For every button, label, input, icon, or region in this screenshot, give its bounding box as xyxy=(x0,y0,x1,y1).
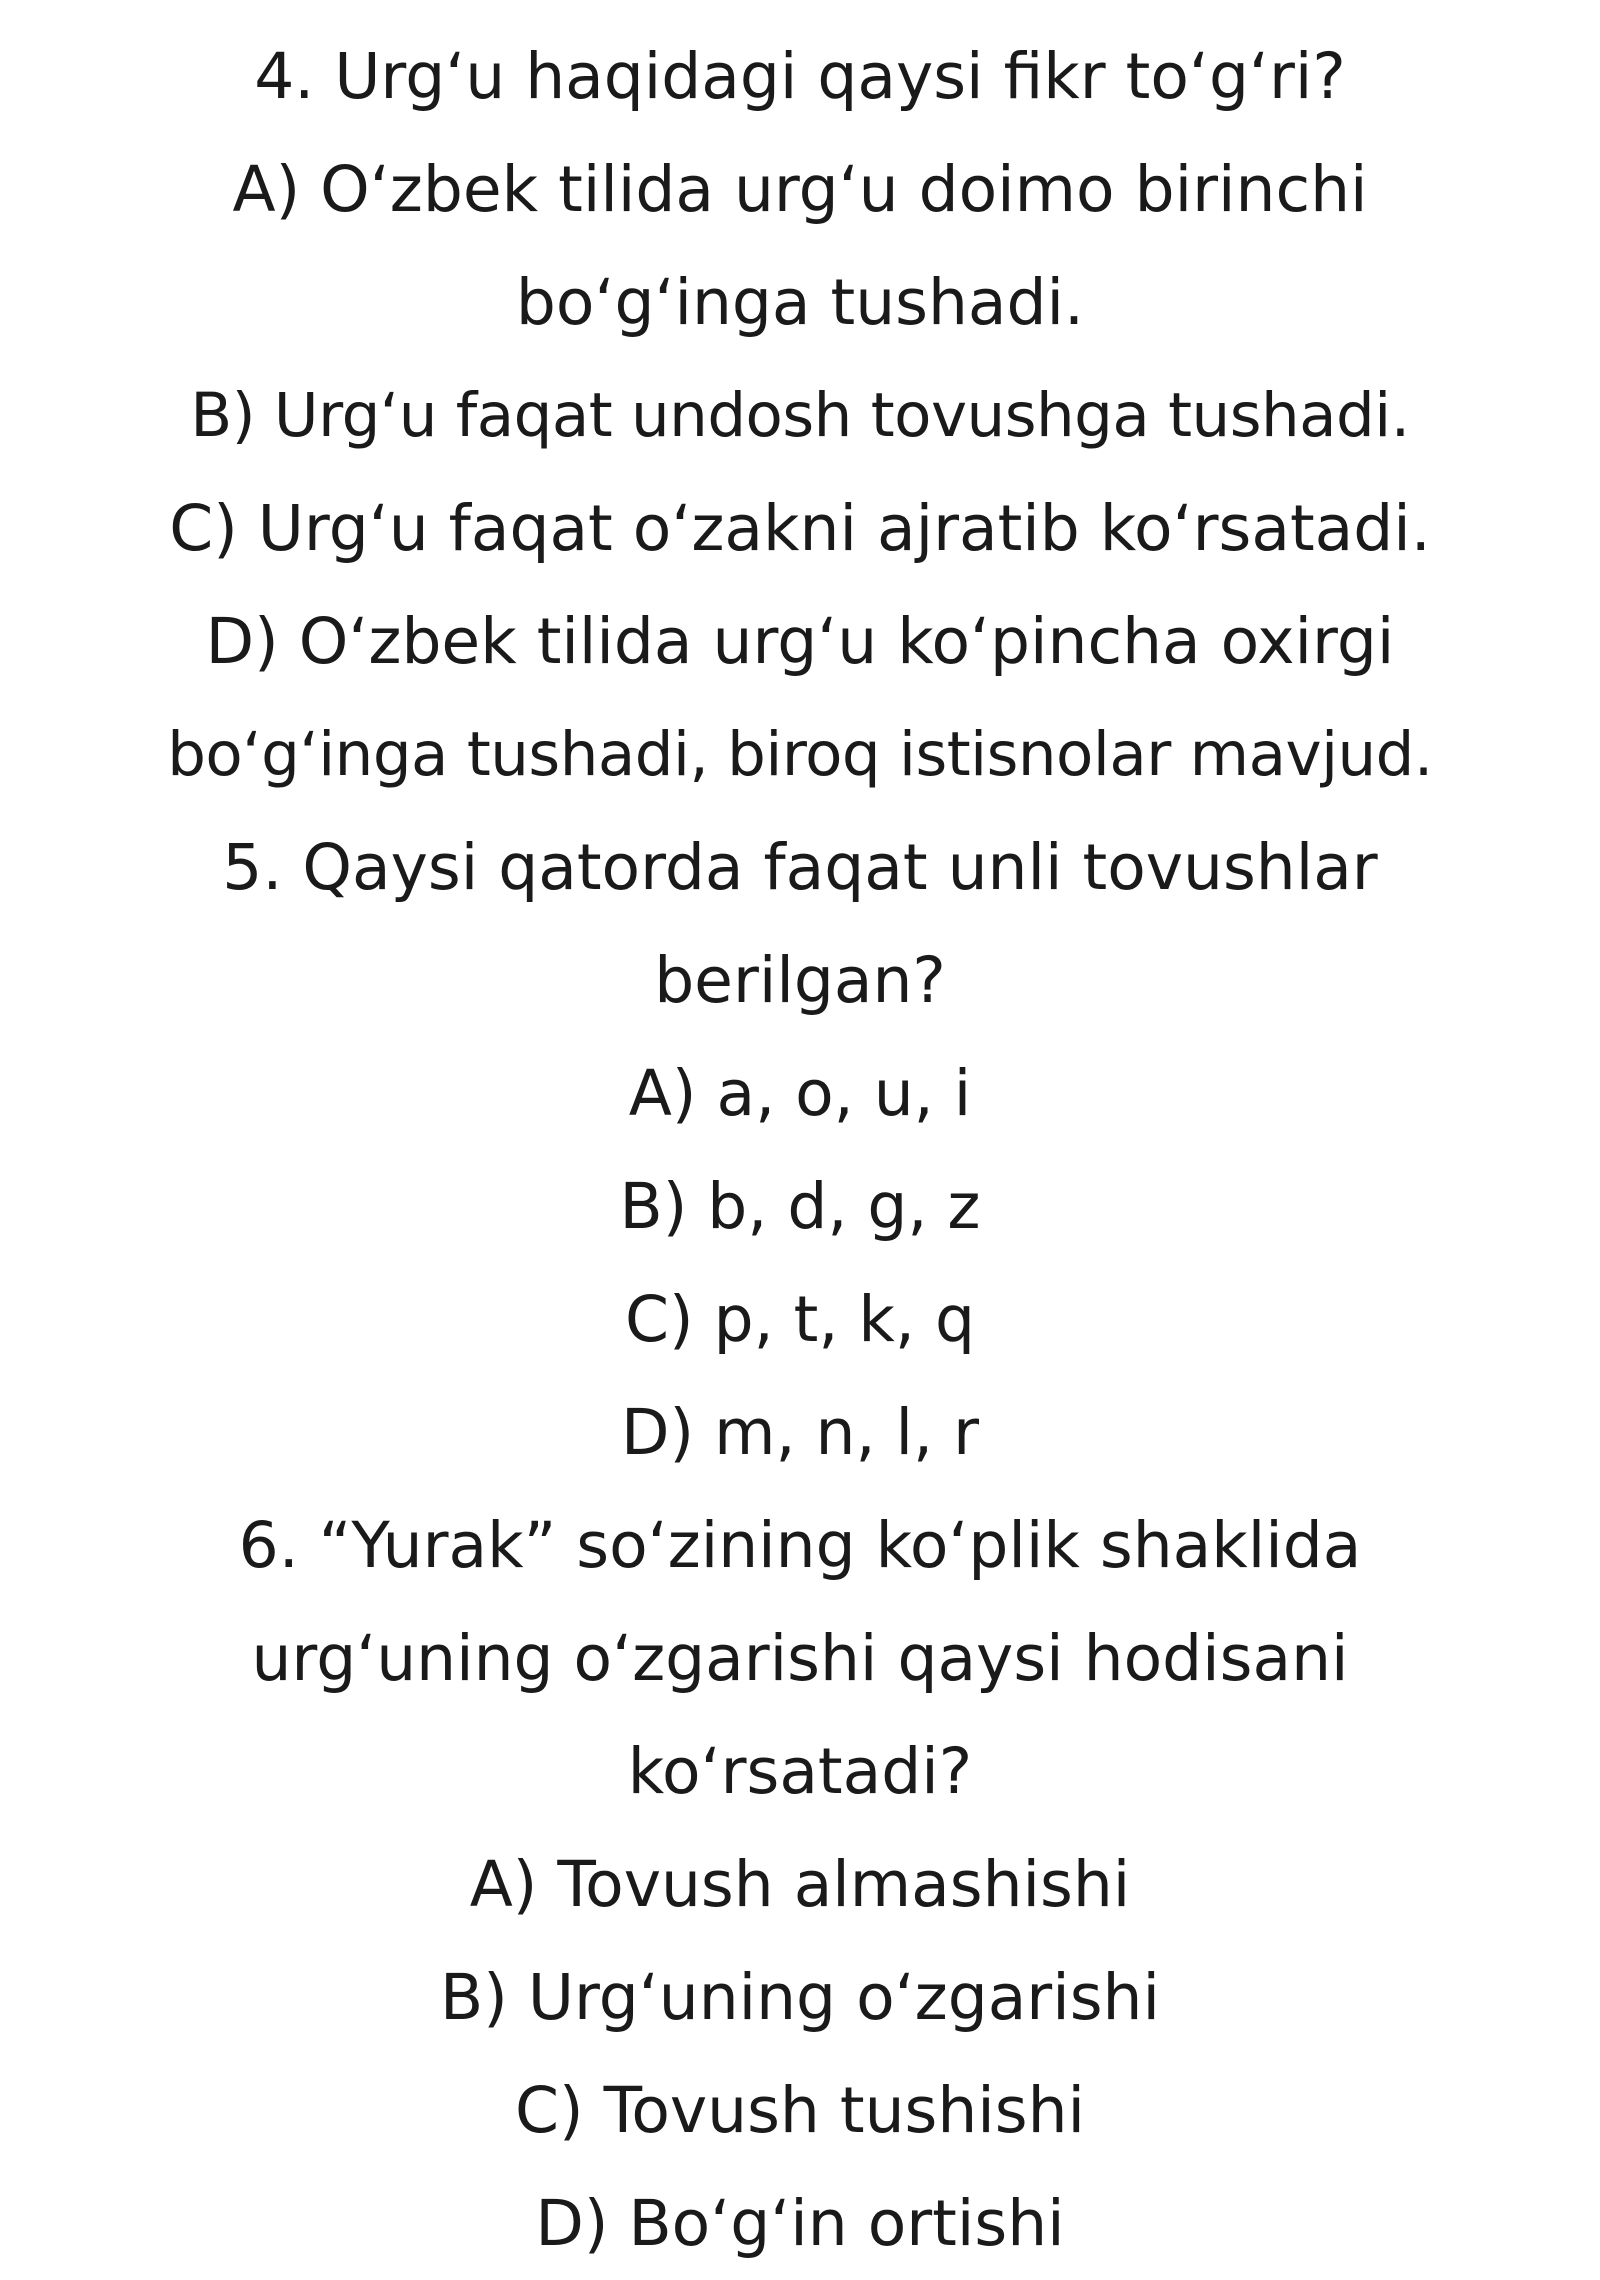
option-text-line: A) O‘zbek tilida urg‘u doimo birinchi xyxy=(232,153,1368,226)
question-5-text: berilgan? xyxy=(654,944,946,1017)
option-text-line: D) m, n, l, r xyxy=(621,1396,979,1469)
question-5-option-b xyxy=(0,1150,1600,1263)
question-4 xyxy=(0,20,1600,133)
question-4-option-c xyxy=(0,472,1600,585)
question-6-option-d xyxy=(0,2167,1600,2280)
question-6-text: 6. “Yurak” so‘zining ko‘plik shaklida xyxy=(238,1509,1362,1582)
question-5-option-d xyxy=(0,1376,1600,1489)
option-text-line: C) Tovush tushishi xyxy=(514,2074,1086,2147)
option-text-line: A) a, o, u, i xyxy=(628,1057,972,1130)
option-text-line: A) Tovush almashishi xyxy=(469,1848,1131,1921)
option-text-line: D) Bo‘g‘in ortishi xyxy=(535,2187,1065,2260)
question-6-option-a xyxy=(0,1828,1600,1941)
question-6-text: urg‘uning o‘zgarishi qaysi hodisani xyxy=(251,1622,1349,1695)
option-text-line: C) p, t, k, q xyxy=(625,1283,975,1356)
option-text-line: D) O‘zbek tilida urg‘u ko‘pincha oxirgi xyxy=(205,605,1395,678)
option-text-line: B) b, d, g, z xyxy=(619,1170,981,1243)
question-4-text: 4. Urg‘u haqidagi qaysi fikr to‘g‘ri? xyxy=(254,40,1346,113)
question-5-option-c xyxy=(0,1263,1600,1376)
question-6-option-b xyxy=(0,1941,1600,2054)
question-6-option-c xyxy=(0,2054,1600,2167)
option-text-line: B) Urg‘uning o‘zgarishi xyxy=(440,1961,1160,2034)
option-text-line: bo‘g‘inga tushadi, biroq istisnolar mavjud. xyxy=(167,719,1433,790)
option-text-line: bo‘g‘inga tushadi. xyxy=(515,266,1085,339)
question-6-text: ko‘rsatadi? xyxy=(627,1735,973,1808)
question-4-option-b xyxy=(0,359,1600,472)
question-5-option-a xyxy=(0,1037,1600,1150)
option-text-line: B) Urg‘u faqat undosh tovushga tushadi. xyxy=(190,380,1410,451)
question-4-option-a xyxy=(0,133,1600,359)
question-5 xyxy=(0,811,1600,1037)
question-6 xyxy=(0,1489,1600,1828)
question-5-text: 5. Qaysi qatorda faqat unli tovushlar xyxy=(222,831,1378,904)
option-text-line: C) Urg‘u faqat o‘zakni ajratib ko‘rsatadi. xyxy=(169,492,1431,565)
question-4-option-d xyxy=(0,585,1600,811)
